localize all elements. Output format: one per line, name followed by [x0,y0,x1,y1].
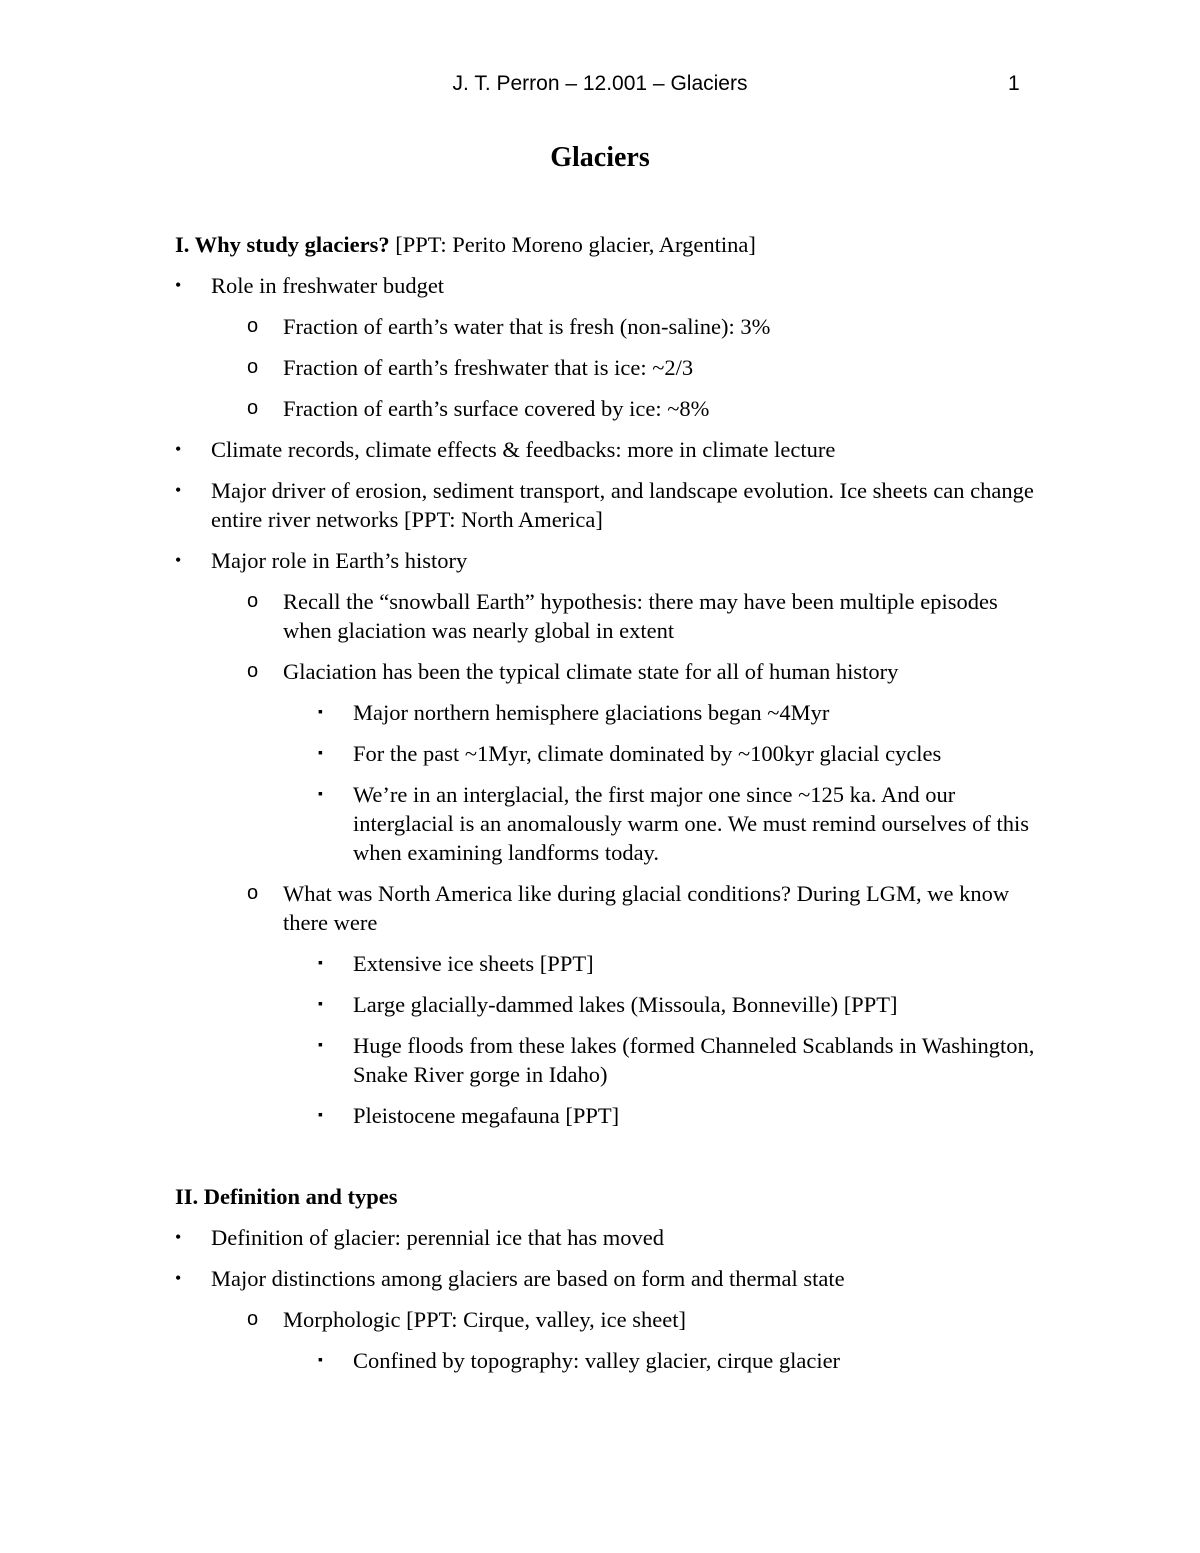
section-definition-and-types [175,1182,1035,1375]
square-marker: ▪ [318,1038,323,1053]
list-item [175,1223,1035,1252]
list-item [175,739,1035,768]
list-item-text: Recall the “snowball Earth” hypothesis: there may have been multiple episodes when glaciation was nearly global in extent [283,589,998,643]
circle-marker: o [247,356,259,378]
list-item [175,312,1035,341]
circle-marker: o [247,315,259,337]
list-item-text: Pleistocene megafauna [PPT] [353,1103,620,1128]
section-heading-bold: II. Definition and types [175,1184,398,1209]
list-item [175,657,1035,686]
list-item-text: Major northern hemisphere glaciations began ~4Myr [353,700,830,725]
page-number: 1 [1008,72,1020,95]
circle-marker: o [247,590,259,612]
list-item [175,990,1035,1019]
list-item-text: Major role in Earth’s history [211,548,468,573]
list-item-text: We’re in an interglacial, the first major one since ~125 ka. And our interglacial is an anomalously warm one. We must remind ourselves of this when examining landforms today. [353,782,1029,865]
running-head: J. T. Perron – 12.001 – Glaciers [452,72,748,95]
list-item-text: Glaciation has been the typical climate state for all of human history [283,659,899,684]
list-item [175,1264,1035,1293]
list-item [175,1031,1035,1089]
square-marker: ▪ [318,1108,323,1123]
list-item [175,271,1035,300]
list-item [175,587,1035,645]
bullet-marker: • [175,275,182,295]
list-item [175,476,1035,534]
list-item [175,780,1035,867]
section-heading [175,230,1035,259]
document-body [175,230,1035,1375]
circle-marker: o [247,397,259,419]
list-item-text: For the past ~1Myr, climate dominated by ~100kyr glacial cycles [353,741,942,766]
list-item [175,394,1035,423]
section-heading [175,1182,1035,1211]
list-item-text: Fraction of earth’s freshwater that is ice: ~2/3 [283,355,694,380]
list-item-text: Extensive ice sheets [PPT] [353,951,594,976]
document-title: Glaciers [550,142,650,173]
list-item-text: What was North America like during glacial conditions? During LGM, we know there were [283,881,1010,935]
list-item [175,546,1035,575]
circle-marker: o [247,882,259,904]
square-marker: ▪ [318,956,323,971]
section-why-study-glaciers [175,230,1035,1130]
outline-list [175,271,1035,1130]
list-item-text: Fraction of earth’s water that is fresh (non-saline): 3% [283,314,771,339]
list-item-text: Fraction of earth’s surface covered by ice: ~8% [283,396,710,421]
square-marker: ▪ [318,1353,323,1368]
list-item [175,353,1035,382]
section-heading-note: [PPT: Perito Moreno glacier, Argentina] [389,232,756,257]
circle-marker: o [247,660,259,682]
list-item [175,698,1035,727]
list-item [175,1346,1035,1375]
list-item [175,1305,1035,1334]
square-marker: ▪ [318,705,323,720]
bullet-marker: • [175,1268,182,1288]
list-item-text: Climate records, climate effects & feedbacks: more in climate lecture [211,437,836,462]
list-item [175,435,1035,464]
list-item-text: Major driver of erosion, sediment transport, and landscape evolution. Ice sheets can change entire river networks [PPT: North America] [211,478,1034,532]
section-heading-bold: I. Why study glaciers? [175,232,390,257]
list-item [175,1101,1035,1130]
list-item-text: Confined by topography: valley glacier, cirque glacier [353,1348,841,1373]
list-item [175,879,1035,937]
bullet-marker: • [175,1227,182,1247]
bullet-marker: • [175,550,182,570]
square-marker: ▪ [318,997,323,1012]
circle-marker: o [247,1308,259,1330]
list-item-text: Morphologic [PPT: Cirque, valley, ice sheet] [283,1307,686,1332]
list-item-text: Large glacially-dammed lakes (Missoula, Bonneville) [PPT] [353,992,898,1017]
bullet-marker: • [175,480,182,500]
list-item-text: Role in freshwater budget [211,273,445,298]
list-item-text: Definition of glacier: perennial ice that has moved [211,1225,664,1250]
square-marker: ▪ [318,787,323,802]
square-marker: ▪ [318,746,323,761]
outline-list [175,1223,1035,1375]
list-item [175,949,1035,978]
list-item-text: Major distinctions among glaciers are based on form and thermal state [211,1266,845,1291]
bullet-marker: • [175,439,182,459]
list-item-text: Huge floods from these lakes (formed Channeled Scablands in Washington, Snake River gorge in Idaho) [353,1033,1035,1087]
